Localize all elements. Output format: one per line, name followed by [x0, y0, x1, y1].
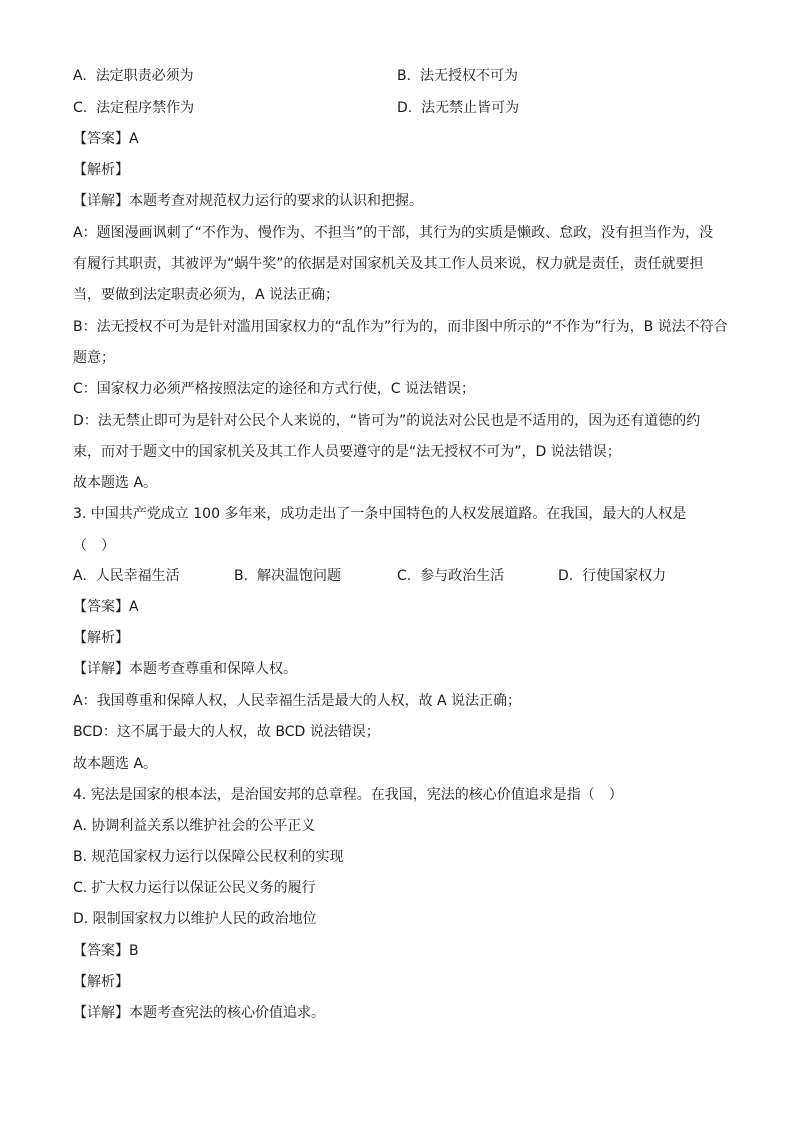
- q3-analysis-heading: 【解析】: [73, 630, 129, 646]
- q4-option-c: C. 扩大权力运行以保证公民义务的履行: [73, 880, 316, 896]
- q3-detail-line: A：我国尊重和保障人权，人民幸福生活是最大的人权，故 A 说法正确；: [73, 693, 522, 709]
- q2-analysis-heading: 【解析】: [73, 162, 129, 178]
- q2-detail-line: 有履行其职责，其被评为“蜗牛奖”的依据是对国家机关及其工作人员来说，权力就是责任，责任就要担: [73, 256, 704, 272]
- q2-option-b: B. 法无授权不可为: [397, 68, 518, 84]
- q3-answer: 【答案】A: [73, 599, 139, 615]
- q2-detail-line: C：国家权力必须严格按照法定的途径和方式行使，C 说法错误；: [73, 381, 475, 397]
- q2-answer: 【答案】A: [73, 131, 139, 147]
- q2-detail-line: 束，而对于题文中的国家机关及其工作人员要遵守的是“法无授权不可为”，D 说法错误；: [73, 444, 621, 460]
- q3-stem-bracket: （ ）: [73, 538, 115, 554]
- q3-option-a: A. 人民幸福生活: [73, 568, 180, 584]
- q2-detail-line: A：题图漫画讽刺了“不作为、慢作为、不担当”的干部，其行为的实质是懒政、怠政，没有担当作为，没: [73, 225, 714, 241]
- q2-detail-line: 【详解】本题考查对规范权力运行的要求的认识和把握。: [73, 193, 423, 209]
- q3-detail-line: 故本题选 A。: [73, 756, 158, 772]
- q2-option-d: D. 法无禁止皆可为: [397, 100, 520, 116]
- q2-detail-line: 当，要做到法定职责必须为，A 说法正确；: [73, 287, 340, 303]
- q2-detail-line: 故本题选 A。: [73, 475, 158, 491]
- q4-option-a: A. 协调利益关系以维护社会的公平正义: [73, 818, 316, 834]
- q3-detail-line: 【详解】本题考查尊重和保障人权。: [73, 661, 297, 677]
- q3-option-d: D. 行使国家权力: [558, 568, 667, 584]
- q4-detail-line: 【详解】本题考查宪法的核心价值追求。: [73, 1005, 325, 1021]
- q3-option-c: C. 参与政治生活: [397, 568, 505, 584]
- q2-option-a: A. 法定职责必须为: [73, 68, 194, 84]
- q4-stem: 4. 宪法是国家的根本法，是治国安邦的总章程。在我国，宪法的核心价值追求是指（ ）: [73, 787, 623, 803]
- q3-detail-line: BCD：这不属于最大的人权，故 BCD 说法错误；: [73, 724, 380, 740]
- q4-analysis-heading: 【解析】: [73, 974, 129, 990]
- q2-detail-line: B：法无授权不可为是针对滥用国家权力的“乱作为”行为的，而非图中所示的“不作为”行为，B 说法不符合: [73, 319, 728, 335]
- q2-detail-line: D：法无禁止即可为是针对公民个人来说的，“皆可为”的说法对公民也是不适用的，因为还有道德的约: [73, 413, 701, 429]
- q4-option-b: B. 规范国家权力运行以保障公民权利的实现: [73, 849, 344, 865]
- q3-option-b: B. 解决温饱问题: [234, 568, 341, 584]
- q2-detail-line: 题意；: [73, 350, 115, 366]
- q4-option-d: D. 限制国家权力以维护人民的政治地位: [73, 911, 317, 927]
- q3-stem: 3. 中国共产党成立 100 多年来，成功走出了一条中国特色的人权发展道路。在我国，最大的人权是: [73, 506, 687, 522]
- q2-option-c: C. 法定程序禁作为: [73, 100, 195, 116]
- q4-answer: 【答案】B: [73, 943, 139, 959]
